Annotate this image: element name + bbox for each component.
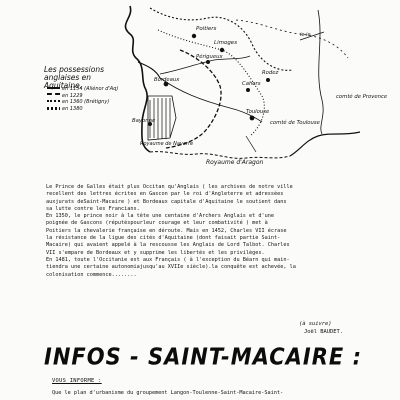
legend-item	[47, 86, 118, 93]
place-rodez: Rodez	[262, 70, 279, 76]
place-bordeaux: Bordeaux	[154, 77, 180, 83]
map-legend	[47, 86, 118, 112]
article-line: VII s'empare de Bordeaux et y supprime les libertés et les privilèges.	[46, 249, 265, 256]
legend-dotted-line-icon	[47, 100, 60, 104]
aquitaine-map	[0, 0, 400, 168]
article-line: Le Prince de Galles était plus Occitan qu'Anglais ( les archives de notre ville	[46, 184, 293, 190]
article-line: la résistance de la ligue des cités d'Aquitaine (dont faisait partie Saint-	[46, 235, 281, 242]
legend-label: en 1229	[62, 92, 83, 99]
legend-item	[47, 106, 118, 113]
place-limoges: Limoges	[214, 40, 238, 46]
infos-subheading: VOUS INFORME :	[52, 378, 102, 384]
place-royaume-navarre: Royaume de Navarre	[140, 141, 194, 147]
article-line: tiendra une certaine autonomiajusqu'au XVIIe siècle).la conquête est achevée, la	[46, 264, 296, 271]
place-comte-toulouse: comté de Toulouse	[270, 120, 320, 126]
place-bayonne: Bayonne	[132, 118, 156, 124]
legend-dashed-line-icon	[47, 93, 60, 97]
article-line: poignée de Gascons (réputéspourleur courage et leur combativité ) met à	[46, 220, 268, 227]
map-legend-title: Les possessions anglaises en Aquitaine.	[44, 65, 105, 90]
article-line: En 1481, toute l'Occitanie est aux Français ( à l'exception du Béarn qui main-	[46, 256, 290, 263]
legend-label: en 1360 (Brétigny)	[62, 99, 110, 106]
legend-solid-line-icon	[47, 87, 60, 91]
legend-hatched-line-icon	[47, 107, 60, 110]
legend-item	[47, 99, 118, 106]
place-toulouse: Toulouse	[246, 109, 270, 115]
article-line: Macaire) qui avaient appelé à la rescousse les Anglais de Lord Talbot. Charles	[46, 242, 290, 249]
infos-heading: INFOS - SAINT-MACAIRE :	[44, 343, 362, 370]
article-line: En 1350, le prince noir à la tête une centaine d'Archers Anglais et d'une	[46, 213, 274, 220]
article-line: recellent des lettres écrites en Gascon par le roi d'Angleterre et adressées	[46, 191, 284, 198]
place-perigueux: Périgueux	[196, 54, 223, 60]
article-body	[46, 184, 366, 279]
author-name: Joël BAUDET.	[304, 328, 343, 335]
place-comte-provence: comté de Provence	[336, 94, 388, 100]
article-line: Poitiers la chevalerie française en déroute. Mais en 1452, Charles VII écrase	[46, 227, 287, 234]
signature-block	[296, 321, 343, 336]
article-line: auxjurats deSaint-Macaire ) et Bordeaux capitale d'Aquitaine le soutient dans	[46, 198, 287, 205]
place-royaume-aragon: Royaume d'Aragon	[206, 159, 264, 166]
legend-label: en 1154 (Aliénor d'Aq)	[62, 86, 119, 92]
article-line: colonisation commence........	[46, 271, 137, 278]
infos-paragraph: Que le plan d'urbanisme du groupement Langon-Toulenne-Saint-Macaire-Saint-	[52, 390, 284, 396]
to-be-continued: (à suivre)	[299, 321, 332, 327]
place-sea-label: ie ie	[300, 32, 311, 38]
legend-label: en 1380	[62, 105, 83, 112]
place-cahors: Cahors	[242, 81, 261, 87]
pyrenees-border	[150, 152, 290, 159]
place-poitiers: Poitiers	[196, 26, 217, 32]
article-line: sa lutte contre les Francians.	[46, 205, 140, 212]
